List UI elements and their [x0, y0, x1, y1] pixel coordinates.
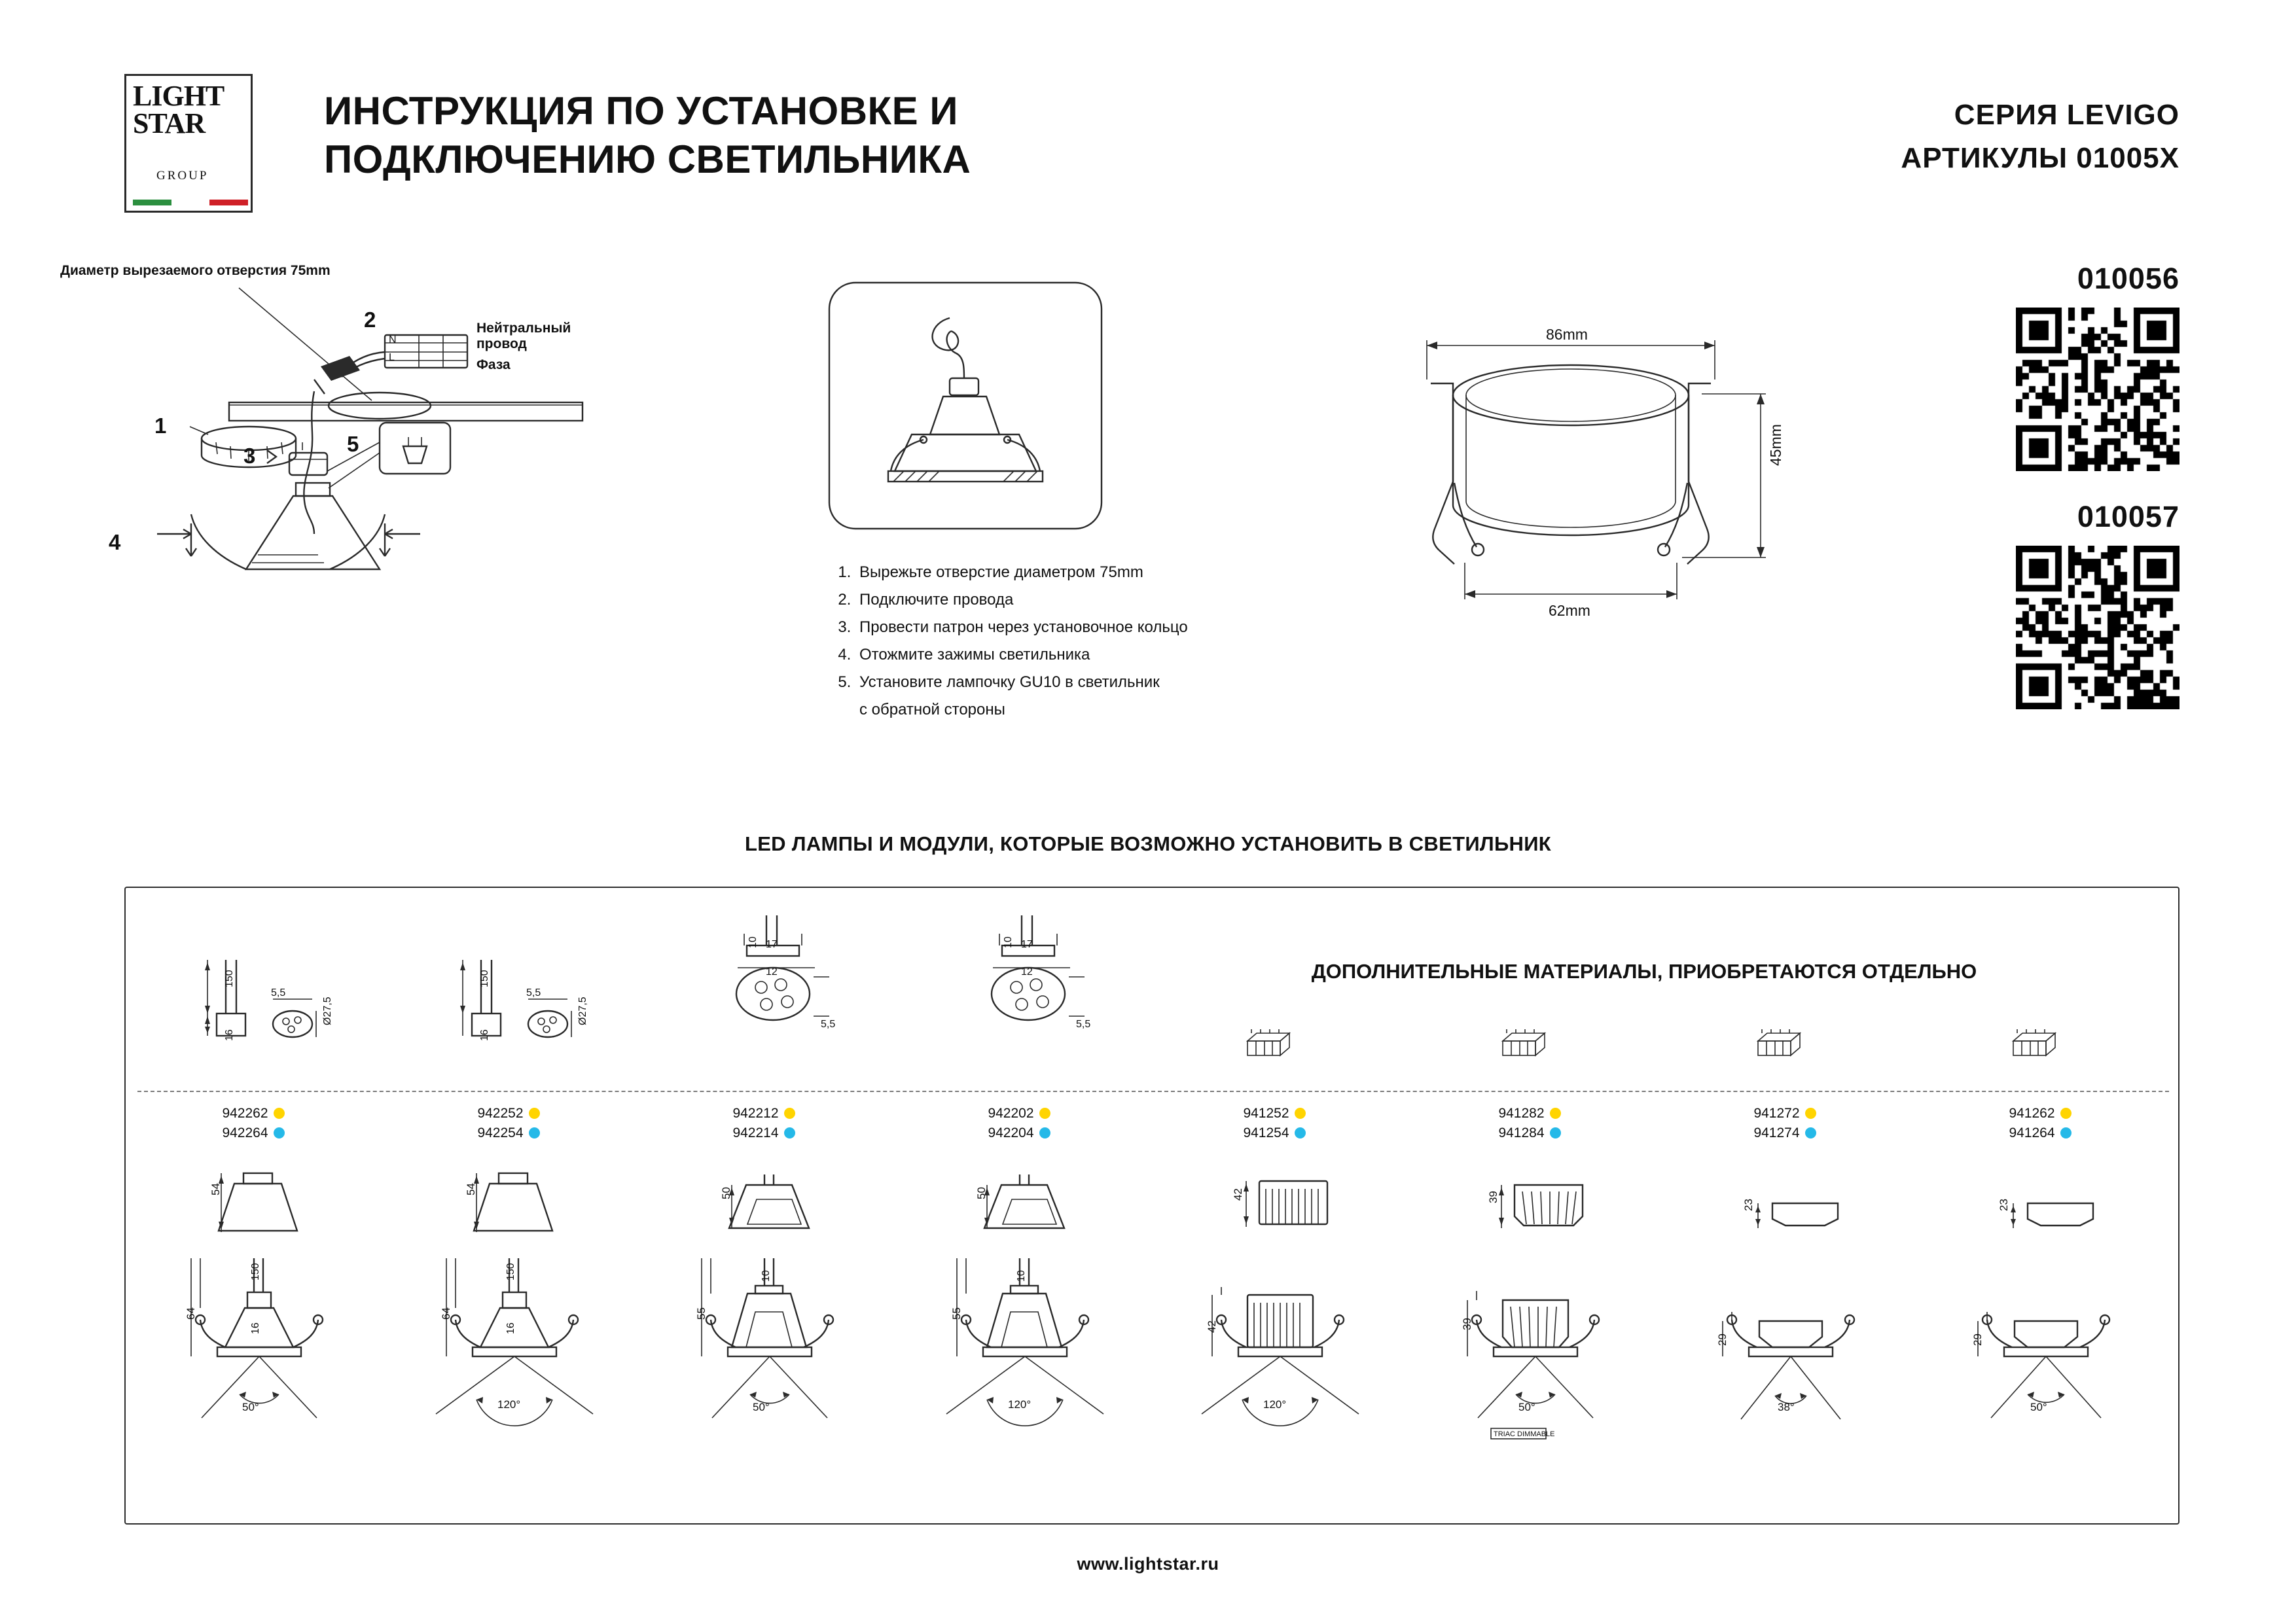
accessory-icon-8 — [2004, 1019, 2076, 1065]
lamp-5-code-2: 941254 — [1243, 1125, 1289, 1140]
lamp-2-code-2: 942254 — [477, 1125, 524, 1140]
lamp-8-code-2: 941264 — [2009, 1125, 2055, 1140]
product-dimension-drawing — [1394, 314, 1813, 707]
step-4: 4. Отожмите зажимы светильника — [855, 642, 1325, 668]
lamp-top-drawing-3 — [698, 911, 849, 1075]
step-2: 2. Подключите провода — [855, 587, 1325, 613]
page-title-line-1: ИНСТРУКЦИЯ ПО УСТАНОВКЕ И — [324, 89, 958, 133]
lamp-2-mount-c: 64 — [440, 1307, 452, 1320]
lamp-4-dim-a: 10 — [1003, 936, 1014, 948]
article-qr-column — [2003, 262, 2179, 709]
callout-4: 4 — [109, 530, 121, 554]
lamp-codes-6 — [1402, 1104, 1657, 1143]
page-title — [324, 87, 1568, 184]
lamp-4-code-1: 942202 — [988, 1106, 1034, 1121]
color-dot-cyan — [1295, 1127, 1306, 1139]
lamp-3-code-2: 942214 — [732, 1125, 779, 1140]
color-dot-yellow — [1039, 1108, 1050, 1119]
color-dot-cyan — [1550, 1127, 1561, 1139]
lamp-7-beam-angle: 38° — [1778, 1401, 1795, 1413]
lamp-1-beam-angle: 50° — [242, 1401, 259, 1413]
step-3: 3. Провести патрон через установочное кольцо — [855, 614, 1325, 641]
footer-website: www.lightstar.ru — [1077, 1554, 1219, 1574]
lamp-2-mount-a: 150 — [505, 1263, 516, 1280]
lamp-mounted-6 — [1448, 1254, 1624, 1451]
color-dot-yellow — [2060, 1108, 2072, 1119]
lamp-2-dim-d: Ø27,5 — [577, 997, 588, 1025]
lamp-mounted-8 — [1958, 1254, 2135, 1451]
lamp-4-beam-angle: 120° — [1008, 1398, 1031, 1411]
lamp-7-mount-a: 29 — [1716, 1333, 1729, 1346]
logo-line-1: LIGHT — [133, 80, 224, 112]
lamp-3-dim-d: 5,5 — [821, 1019, 836, 1030]
series-info — [1901, 94, 2179, 180]
lamp-codes-3 — [636, 1104, 891, 1143]
accessory-icon-5 — [1238, 1019, 1310, 1065]
lamp-4-code-2: 942204 — [988, 1125, 1034, 1140]
lamp-codes-8 — [1912, 1104, 2168, 1143]
lamp-codes-2 — [381, 1104, 636, 1143]
lamp-column-2 — [381, 888, 636, 1526]
callout-2: 2 — [364, 308, 376, 332]
series-name: СЕРИЯ LEVIGO — [1954, 99, 2179, 131]
lamp-4-mount-a: 10 — [1016, 1270, 1027, 1282]
lamp-mounted-4 — [937, 1254, 1114, 1451]
lamp-column-4 — [891, 888, 1147, 1526]
lamp-8-beam-angle: 50° — [2030, 1401, 2047, 1413]
lamp-6-mount-a: 39 — [1461, 1318, 1473, 1330]
hole-diameter-note: Диаметр вырезаемого отверстия 75mm — [60, 263, 331, 278]
lamp-6-beam-angle: 50° — [1518, 1401, 1535, 1413]
lamp-3-height: 50 — [720, 1187, 732, 1199]
lamp-5-mount-a: 42 — [1206, 1320, 1218, 1333]
lamp-1-dim-b: 16 — [224, 1029, 235, 1041]
compatible-lamps-panel — [124, 887, 2179, 1525]
step-1: 1. Вырежьте отверстие диаметром 75mm — [855, 559, 1325, 586]
accessory-icon-6 — [1494, 1019, 1566, 1065]
lamp-2-height: 54 — [465, 1183, 477, 1195]
neutral-wire-label-2: провод — [476, 336, 527, 351]
lamp-profile-5 — [1224, 1176, 1355, 1248]
lamp-4-mount-b: 55 — [950, 1307, 963, 1320]
lamp-3-mount-a: 10 — [761, 1270, 772, 1282]
svg-text:N: N — [389, 334, 397, 345]
color-dot-yellow — [1550, 1108, 1561, 1119]
article-code-2: 010057 — [2077, 500, 2179, 533]
color-dot-yellow — [784, 1108, 795, 1119]
step-5-continued: с обратной стороны — [859, 701, 1005, 718]
lamp-6-height: 39 — [1487, 1191, 1499, 1203]
lamp-8-mount-a: 29 — [1971, 1333, 1984, 1346]
lamp-1-mount-b: 16 — [250, 1322, 261, 1334]
lamp-mounted-1 — [171, 1254, 348, 1451]
lamp-column-6 — [1402, 888, 1657, 1526]
lamp-profile-2 — [453, 1169, 584, 1248]
lamp-1-mount-a: 150 — [250, 1263, 261, 1280]
lamp-codes-1 — [126, 1104, 381, 1143]
lamp-2-mount-b: 16 — [505, 1322, 516, 1334]
color-dot-cyan — [2060, 1127, 2072, 1139]
lamp-3-beam-angle: 50° — [753, 1401, 770, 1413]
extra-materials-title: ДОПОЛНИТЕЛЬНЫЕ МАТЕРИАЛЫ, ПРИОБРЕТАЮТСЯ ОТДЕЛЬНО — [1311, 960, 1977, 983]
logo-line-2: STAR — [133, 107, 206, 139]
color-dot-cyan — [1805, 1127, 1816, 1139]
lamp-3-code-1: 942212 — [732, 1106, 779, 1121]
lamp-column-8 — [1912, 888, 2168, 1526]
lamp-codes-5 — [1147, 1104, 1402, 1143]
color-dot-cyan — [1039, 1127, 1050, 1139]
lamp-top-drawing-1 — [188, 953, 338, 1071]
lamp-mounted-5 — [1193, 1254, 1369, 1451]
neutral-wire-label — [476, 321, 571, 352]
italy-flag-icon — [133, 200, 248, 205]
lamp-4-dim-b: 17 — [1021, 939, 1033, 950]
lamp-codes-4 — [891, 1104, 1147, 1143]
lamp-8-code-1: 941262 — [2009, 1106, 2055, 1121]
lamp-2-code-1: 942252 — [477, 1106, 524, 1121]
dimension-width: 86mm — [1546, 326, 1588, 343]
brand-logo — [124, 74, 253, 213]
color-dot-cyan — [274, 1127, 285, 1139]
lamp-3-dim-b: 17 — [766, 939, 778, 950]
neutral-wire-label-1: Нейтральный — [476, 321, 571, 336]
lamp-6-code-1: 941282 — [1498, 1106, 1545, 1121]
accessory-icon-7 — [1749, 1019, 1821, 1065]
qr-code-2 — [2016, 546, 2179, 709]
lamp-1-dim-a: 150 — [224, 970, 235, 987]
lamp-4-dim-c: 12 — [1021, 966, 1033, 978]
lamp-column-5 — [1147, 888, 1402, 1526]
lamp-6-code-2: 941284 — [1498, 1125, 1545, 1140]
lamp-top-drawing-4 — [954, 911, 1104, 1075]
lamp-1-dim-d: Ø27,5 — [322, 997, 333, 1025]
lamp-codes-7 — [1657, 1104, 1912, 1143]
color-dot-yellow — [1805, 1108, 1816, 1119]
lamp-4-height: 50 — [975, 1187, 988, 1199]
lamp-3-mount-b: 55 — [695, 1307, 708, 1320]
lamp-7-code-2: 941274 — [1753, 1125, 1800, 1140]
install-diagram — [60, 263, 812, 733]
lamp-2-dim-a: 150 — [479, 970, 490, 987]
lamp-top-drawing-2 — [443, 953, 594, 1071]
lamp-8-height: 23 — [1998, 1199, 2010, 1211]
fixture-assembly-illustration — [828, 281, 1103, 530]
lamp-1-mount-c: 64 — [185, 1307, 197, 1320]
svg-text:L: L — [389, 352, 395, 363]
article-code-1: 010056 — [2077, 262, 2179, 295]
lamp-1-height: 54 — [209, 1183, 222, 1195]
dimension-inner: 62mm — [1549, 602, 1590, 619]
color-dot-yellow — [274, 1108, 285, 1119]
phase-wire-label: Фаза — [476, 357, 511, 372]
logo-sub: GROUP — [156, 169, 209, 183]
lamp-1-dim-c: 5,5 — [271, 987, 286, 998]
callout-1: 1 — [154, 414, 167, 438]
lamp-5-code-1: 941252 — [1243, 1106, 1289, 1121]
lamp-column-3 — [636, 888, 891, 1526]
page-header — [124, 69, 2179, 219]
lamps-section-title: LED ЛАМПЫ И МОДУЛИ, КОТОРЫЕ ВОЗМОЖНО УСТАНОВИТЬ В СВЕТИЛЬНИК — [744, 832, 1552, 855]
color-dot-cyan — [529, 1127, 540, 1139]
qr-code-1 — [2016, 308, 2179, 471]
dimension-height: 45mm — [1767, 424, 1784, 466]
lamp-profile-4 — [963, 1173, 1094, 1252]
svg-text:TRIAC DIMMABLE: TRIAC DIMMABLE — [1494, 1430, 1555, 1438]
step-5: 5. Установите лампочку GU10 в светильник — [855, 669, 1325, 696]
page-title-line-2: ПОДКЛЮЧЕНИЮ СВЕТИЛЬНИКА — [324, 137, 971, 181]
callout-5: 5 — [347, 432, 359, 456]
lamp-3-dim-a: 10 — [747, 936, 759, 948]
lamp-1-code-1: 942262 — [222, 1106, 268, 1121]
lamp-column-1 — [126, 888, 381, 1526]
color-dot-yellow — [529, 1108, 540, 1119]
lamp-1-code-2: 942264 — [222, 1125, 268, 1140]
lamp-2-dim-b: 16 — [479, 1029, 490, 1041]
lamp-profile-1 — [198, 1169, 329, 1248]
lamp-5-height: 42 — [1232, 1188, 1244, 1201]
lamp-2-beam-angle: 120° — [497, 1398, 521, 1411]
lamp-mounted-3 — [682, 1254, 859, 1451]
lamp-profile-3 — [708, 1173, 839, 1252]
color-dot-yellow — [1295, 1108, 1306, 1119]
lamp-4-dim-d: 5,5 — [1076, 1019, 1091, 1030]
series-articles: АРТИКУЛЫ 01005X — [1901, 142, 2179, 174]
lamp-7-height: 23 — [1742, 1199, 1755, 1211]
callout-3: 3 — [243, 444, 256, 468]
steps-list — [828, 559, 1325, 723]
color-dot-cyan — [784, 1127, 795, 1139]
lamp-mounted-2 — [427, 1254, 603, 1451]
lamp-column-7 — [1657, 888, 1912, 1526]
lamp-2-dim-c: 5,5 — [526, 987, 541, 998]
lamp-5-beam-angle: 120° — [1263, 1398, 1287, 1411]
lamp-mounted-7 — [1703, 1254, 1880, 1451]
lamp-7-code-1: 941272 — [1753, 1106, 1800, 1121]
lamp-3-dim-c: 12 — [766, 966, 778, 978]
